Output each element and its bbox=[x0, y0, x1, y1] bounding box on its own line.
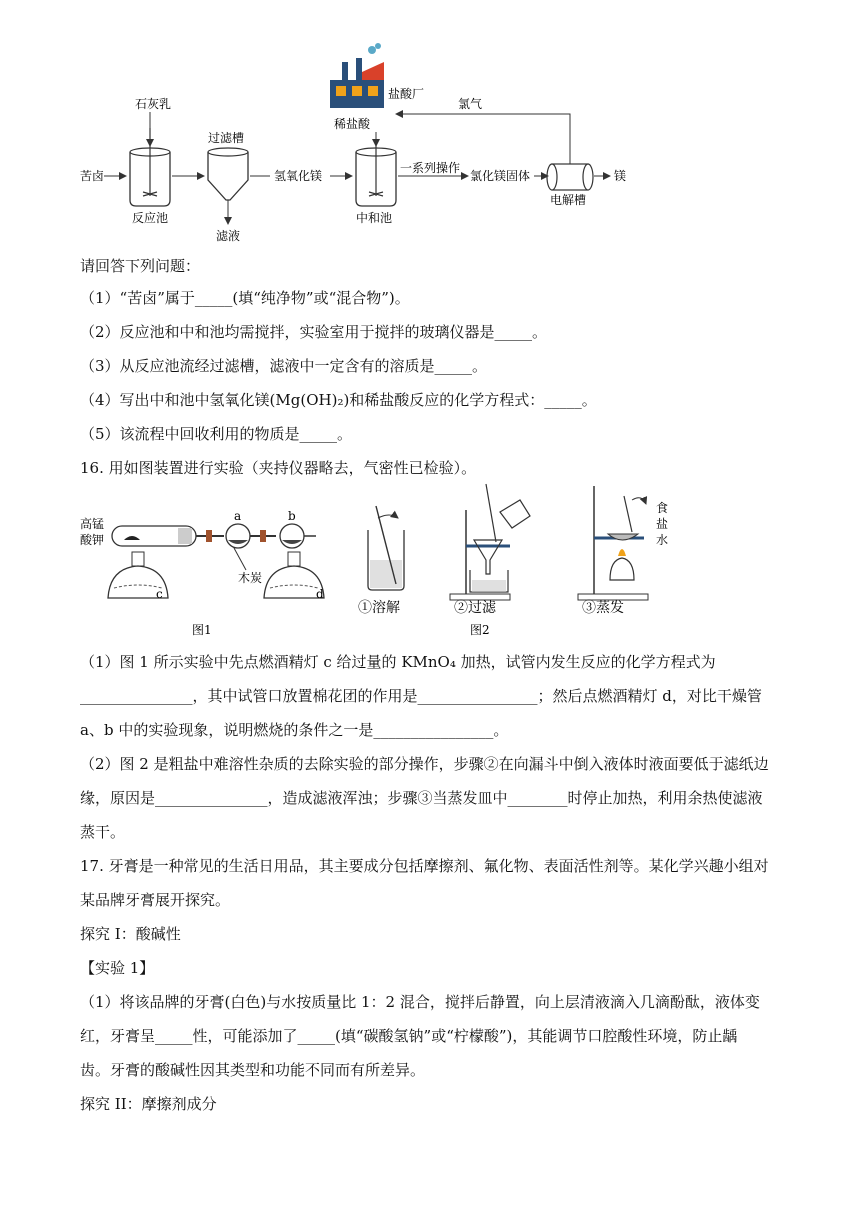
label-kmno4-1: 高锰 bbox=[80, 517, 105, 531]
q16-p2-line3: 蒸干。 bbox=[80, 823, 126, 841]
q16-p2-line1: （2）图 2 是粗盐中难溶性杂质的去除实验的部分操作，步骤②在向漏斗中倒入液体时液面要低于滤纸边 bbox=[80, 755, 769, 773]
label-series-ops: 一系列操作 bbox=[400, 161, 461, 175]
label-reactor: 反应池 bbox=[132, 211, 169, 225]
q17-experiment-1: 【实验 1】 bbox=[80, 959, 155, 977]
q15-item-3: （3）从反应池流经过滤槽，滤液中一定含有的溶质是_____。 bbox=[80, 357, 488, 375]
q17-p1-line3: 齿。牙膏的酸碱性因其类型和功能不同而有所差异。 bbox=[80, 1061, 426, 1079]
label-brine: 苦卤 bbox=[80, 169, 105, 183]
drying-tube-b bbox=[280, 524, 316, 548]
label-c: c bbox=[156, 587, 163, 601]
step-dissolve: ①溶解 bbox=[358, 600, 400, 616]
label-mg-hydroxide: 氢氧化镁 bbox=[274, 169, 323, 183]
q17-section-2: 探究 II：摩擦剂成分 bbox=[80, 1095, 217, 1113]
step-filter: ②过滤 bbox=[454, 600, 496, 616]
label-b: b bbox=[288, 509, 296, 523]
step-evaporate: ③蒸发 bbox=[582, 600, 624, 616]
q15-item-4: （4）写出中和池中氢氧化镁(Mg(OH)₂)和稀盐酸反应的化学方程式：_____。 bbox=[80, 391, 597, 409]
label-filtrate: 滤液 bbox=[216, 229, 241, 243]
q16-p1-line2: _______________，其中试管口放置棉花团的作用是________________；然后点燃酒精灯 d，对比干燥管 bbox=[80, 687, 762, 705]
label-chlorine: 氯气 bbox=[458, 97, 483, 111]
q17-line1: 17. 牙膏是一种常见的生活日用品，其主要成分包括摩擦剂、氟化物、表面活性剂等。某化学兴趣小组对 bbox=[80, 857, 769, 875]
fig2-caption: 图2 bbox=[470, 623, 490, 637]
label-a: a bbox=[234, 509, 242, 523]
label-charcoal: 木炭 bbox=[238, 571, 263, 585]
label-salt-1: 食 bbox=[656, 501, 669, 515]
q17-section-1: 探究 I：酸碱性 bbox=[80, 925, 181, 943]
label-salt-2: 盐 bbox=[656, 517, 669, 531]
q15-item-1: （1）“苦卤”属于_____(填“纯净物”或“混合物”)。 bbox=[80, 289, 410, 307]
label-kmno4-2: 酸钾 bbox=[80, 533, 105, 547]
q16-p2-line2: 缘，原因是_______________，造成滤液浑浊；步骤③当蒸发皿中________时停止加热，利用余热使滤液 bbox=[80, 789, 763, 807]
label-mgcl2-solid: 氯化镁固体 bbox=[470, 169, 531, 183]
evaporation-apparatus-icon bbox=[578, 486, 648, 600]
q17-line2: 某品牌牙膏展开探究。 bbox=[80, 891, 231, 909]
filter-apparatus-icon bbox=[450, 484, 530, 600]
q16-title: 16. 用如图装置进行实验（夹持仪器略去，气密性已检验）。 bbox=[80, 459, 477, 477]
label-neutral-pool: 中和池 bbox=[356, 211, 393, 225]
label-magnesium: 镁 bbox=[614, 169, 627, 183]
q15-item-5: （5）该流程中回收利用的物质是_____。 bbox=[80, 425, 353, 443]
label-salt-3: 水 bbox=[656, 533, 669, 547]
label-lime: 石灰乳 bbox=[135, 97, 172, 111]
label-filter-tank: 过滤槽 bbox=[208, 131, 245, 145]
label-d: d bbox=[316, 587, 324, 601]
beaker-dissolve-icon bbox=[368, 506, 404, 590]
test-tube-icon bbox=[112, 526, 224, 546]
q16-p1-line3: a、b 中的实验现象，说明燃烧的条件之一是________________。 bbox=[80, 721, 509, 739]
label-electrolysis: 电解槽 bbox=[550, 193, 587, 207]
q15-prompt: 请回答下列问题： bbox=[80, 257, 201, 275]
label-hcl-plant: 盐酸厂 bbox=[388, 87, 425, 101]
q17-p1-line1: （1）将该品牌的牙膏(白色)与水按质量比 1：2 混合，搅拌后静置，向上层清液滴入几滴酚酞，液体变 bbox=[80, 993, 760, 1011]
drying-tube-a bbox=[226, 524, 276, 548]
q16-p1-line1: （1）图 1 所示实验中先点燃酒精灯 c 给过量的 KMnO₄ 加热，试管内发生反应的化学方程式为 bbox=[80, 653, 716, 671]
q17-p1-line2: 红，牙膏呈_____性，可能添加了_____(填“碳酸氢钠”或“柠檬酸”)，其能调节口腔酸性环境，防止龋 bbox=[80, 1027, 738, 1045]
q15-item-2: （2）反应池和中和池均需搅拌，实验室用于搅拌的玻璃仪器是_____。 bbox=[80, 323, 548, 341]
alcohol-lamp-d bbox=[264, 552, 324, 598]
fig1-caption: 图1 bbox=[192, 623, 212, 637]
label-dilute-hcl: 稀盐酸 bbox=[334, 117, 371, 131]
